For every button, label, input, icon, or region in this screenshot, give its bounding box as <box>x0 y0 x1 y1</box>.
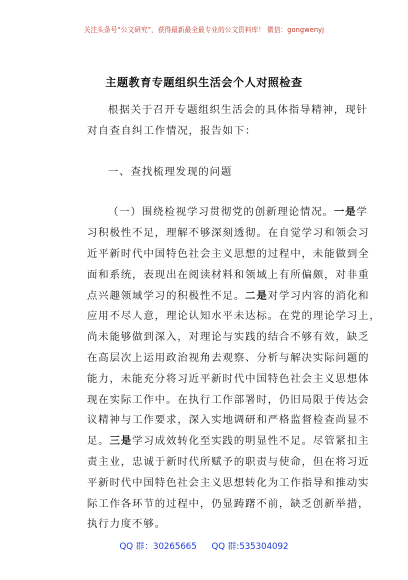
document-title: 主题教育专题组织生活会个人对照检查 <box>105 76 303 89</box>
paragraph-line: 能力，未能充分将习近平新时代中国特色社会主义思想体 <box>87 372 370 385</box>
paragraph-line: 近平新时代中国特色社会主义思想的过程中，未能做到全 <box>87 247 370 260</box>
paragraph-text: （一）围绕检视学习贯彻党的创新理论情况。 <box>108 206 334 219</box>
paragraph-text: 足。 <box>87 435 110 448</box>
emphasis-text: 三是 <box>109 435 133 448</box>
paragraph-line: 现在实际工作中。在执行工作部署时，仍旧局限于传达会 <box>87 393 370 406</box>
paragraph-line: 责主业，忠诚于新时代所赋予的职责与使命，但在将习近 <box>87 455 370 468</box>
section-heading: 一、查找梳理发现的问题 <box>108 165 233 178</box>
paragraph-line: 面和系统，表现出在阅读材料和领域上有所偏颇，对非重 <box>87 268 370 281</box>
paragraph-text: 点兴趣领域学习的积极性不足。 <box>87 289 246 302</box>
paragraph-line: 平新时代中国特色社会主义思想转化为工作指导和推动实 <box>87 476 370 489</box>
qq-group-2: QQ 群:535304092 <box>211 542 289 552</box>
paragraph-line: 在高层次上运用政治视角去观察、分析与解决实际问题的 <box>87 351 370 364</box>
qq-group-1: QQ 群：30265665 <box>119 542 197 552</box>
intro-line-1: 根据关于召开专题组织生活会的具体指导精神，现针 <box>108 104 368 116</box>
paragraph-line: 际工作各环节的过程中，仍显踌躇不前，缺乏创新举措， <box>87 497 370 510</box>
paragraph-gap <box>87 182 339 202</box>
paragraph-text: 学习成效转化至实践的明显性不足。尽管紧扣主 <box>132 435 370 448</box>
paragraph-gap <box>87 142 339 162</box>
paragraph-line: 应用不尽人意，理论认知水平未达标。在党的理论学习上， <box>87 310 381 323</box>
paragraph-line <box>87 431 370 452</box>
paragraph-line: 执行力度不够。 <box>87 518 167 531</box>
paragraph-line: 习积极性不足，理解不够深刻透彻。在自觉学习和领会习 <box>87 227 370 240</box>
footer-contact <box>0 540 408 552</box>
emphasis-text: 二是 <box>245 289 268 302</box>
paragraph-text: 学 <box>356 206 368 219</box>
intro-line-2: 对自查自纠工作情况，报告如下： <box>87 124 257 137</box>
watermark-header: 关注头条号“公文研究”，获得最新最全最专业的公文资料库！ 微信：gongwenyj <box>83 26 325 34</box>
paragraph-text: 对学习内容的消化和 <box>267 289 370 302</box>
paragraph-line <box>87 286 370 307</box>
paragraph-line: 议精神与工作要求，深入实地调研和严格监督检查尚显不 <box>87 414 370 427</box>
emphasis-text: 一是 <box>333 206 357 219</box>
paragraph-line <box>87 202 368 223</box>
document-body <box>87 100 381 535</box>
paragraph-line: 尚未能够做到深入，对理论与实践的结合不够有效，缺乏 <box>87 331 370 344</box>
